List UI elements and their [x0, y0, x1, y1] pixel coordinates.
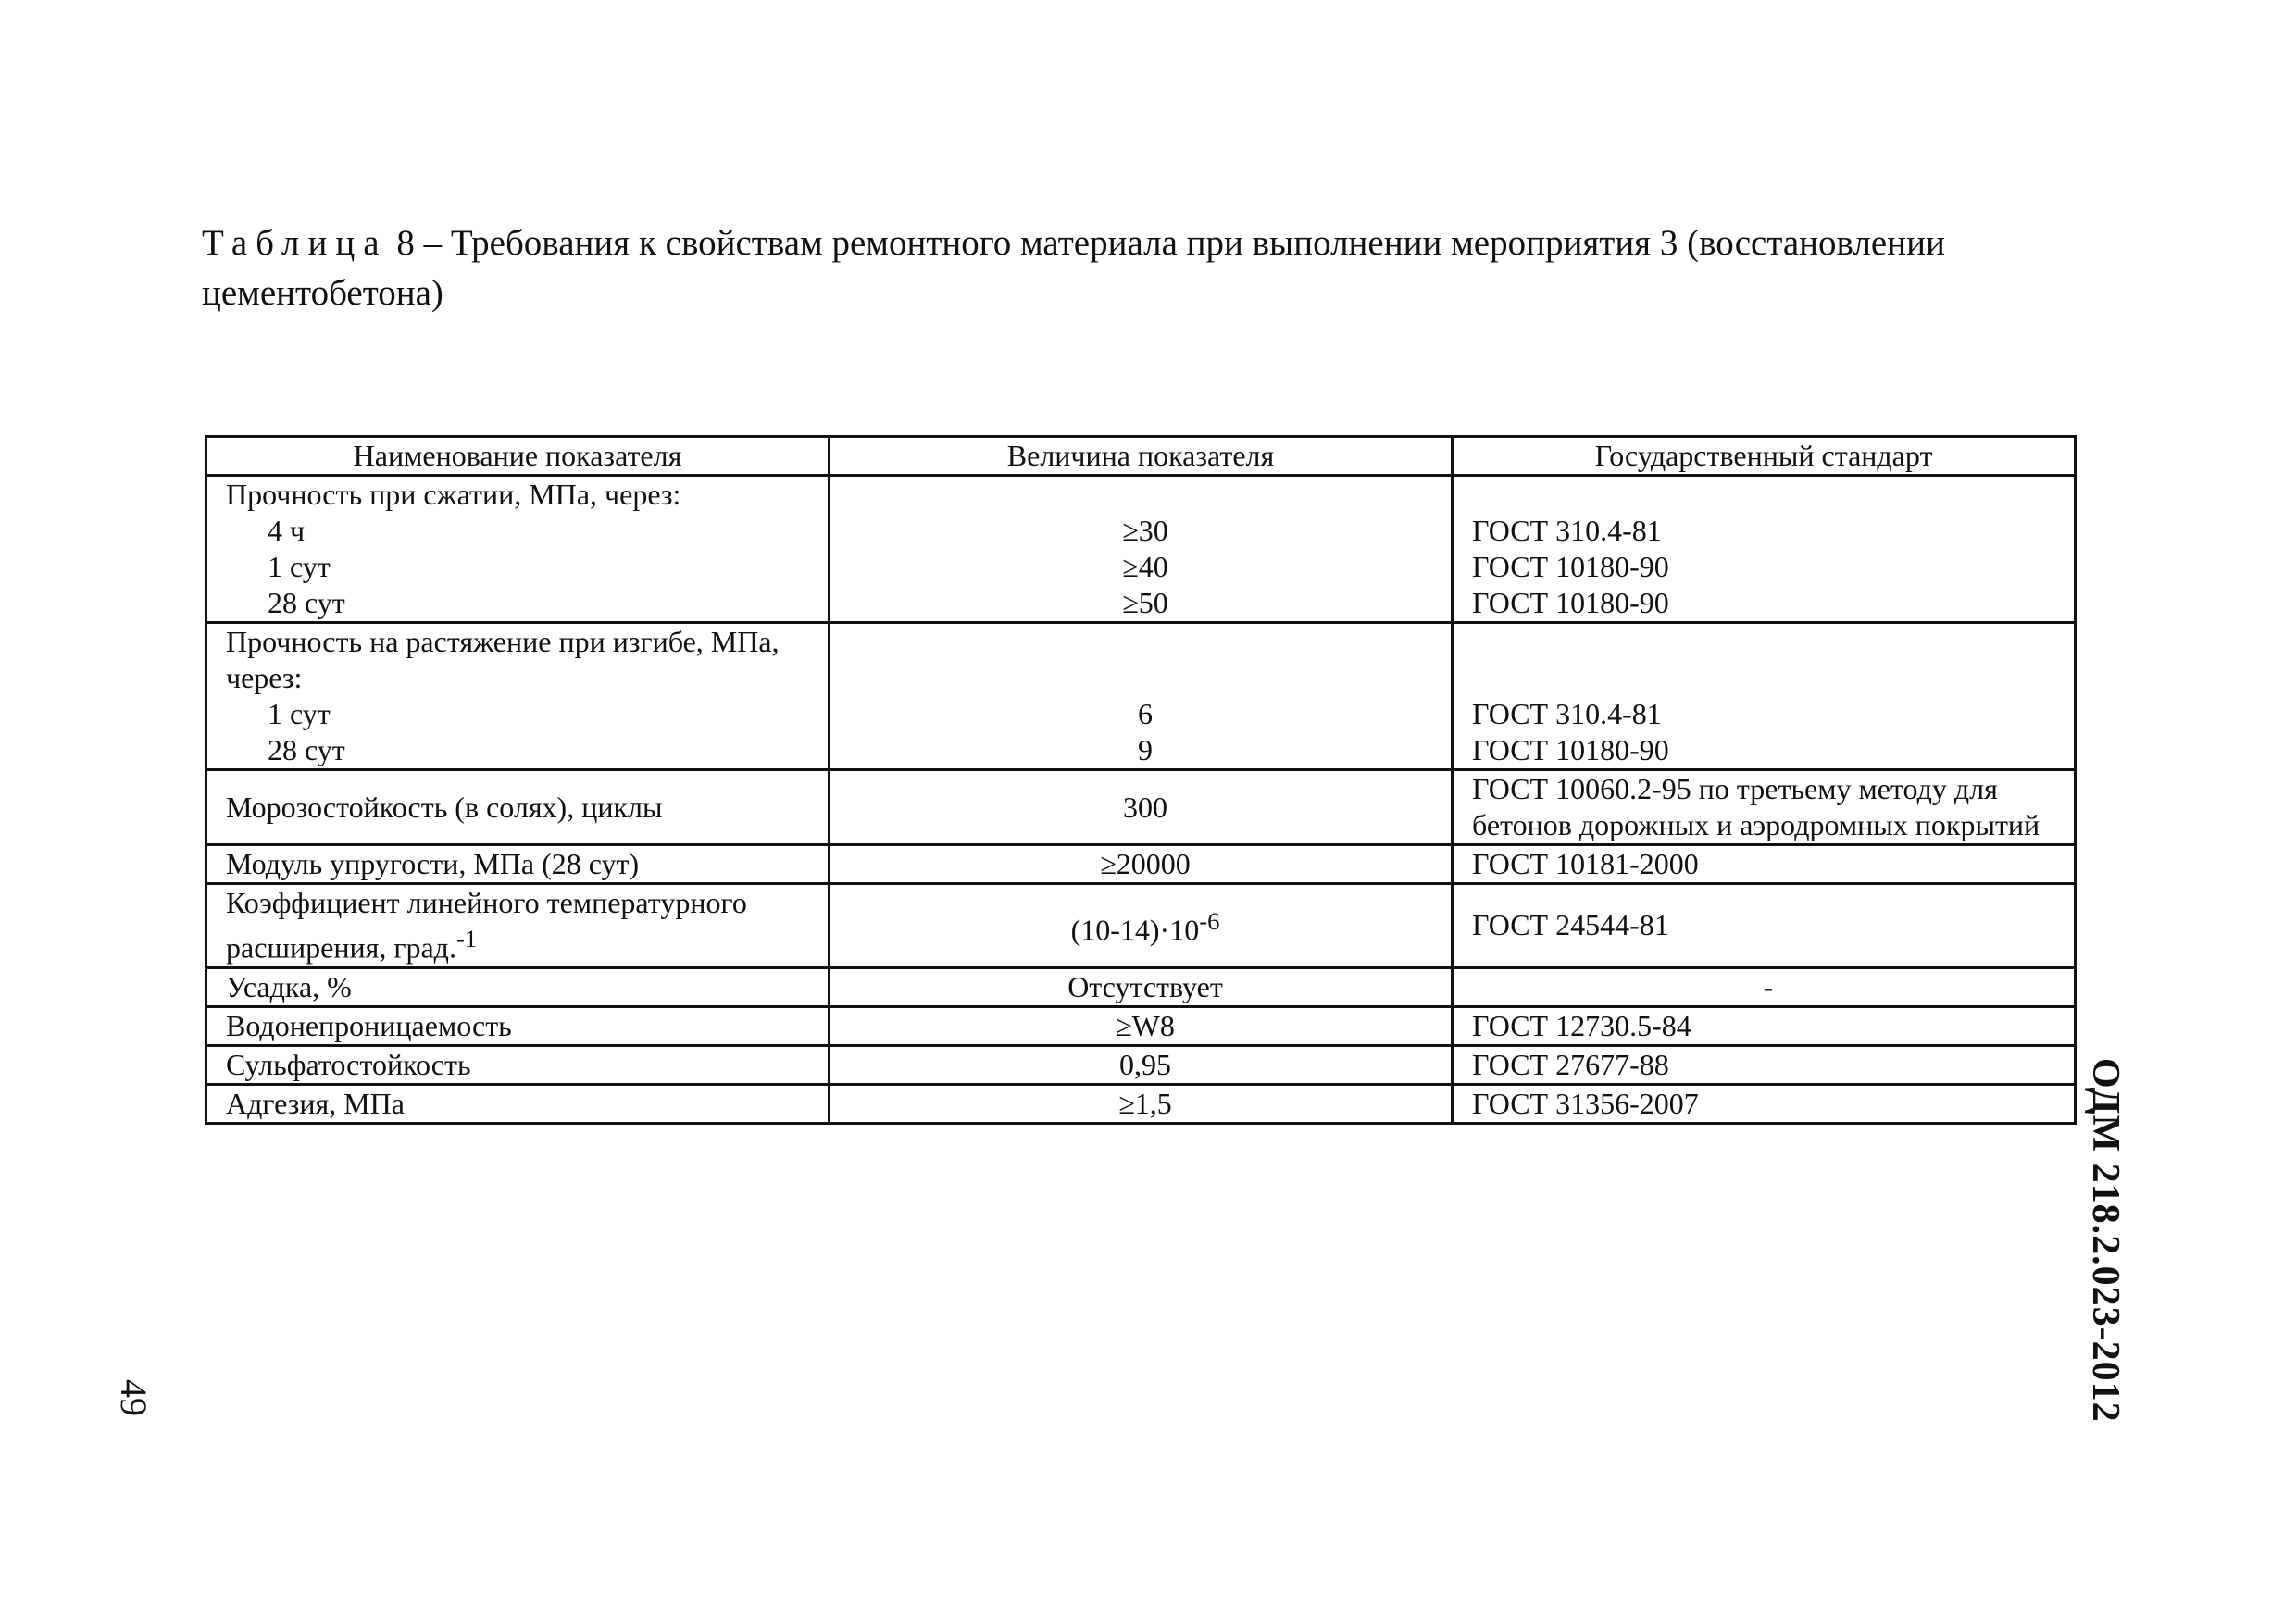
row-value [830, 884, 1453, 968]
row-standard: ГОСТ 24544-81 [1453, 884, 2076, 968]
row-value: 300 [830, 770, 1453, 845]
row-standard-line: ГОСТ 10180-90 [1472, 586, 1669, 619]
requirements-table [205, 435, 2077, 1125]
row-name: Усадка, % [206, 967, 830, 1006]
row-name: Водонепроницаемость [206, 1006, 830, 1045]
table-row [206, 476, 2076, 623]
table-row [206, 1084, 2076, 1123]
header-row [206, 437, 2076, 476]
row-name [206, 623, 830, 770]
row-standard-line [1472, 624, 2065, 660]
row-value: ≥W8 [830, 1006, 1453, 1045]
row-name [206, 884, 830, 968]
page-number: 49 [113, 1379, 155, 1416]
row-standard-line [1472, 477, 2065, 513]
table-row [206, 884, 2076, 968]
row-name-line: 1 сут [268, 550, 331, 583]
row-value-line: 6 [1138, 697, 1153, 730]
row-name: Модуль упругости, МПа (28 сут) [206, 845, 830, 884]
header-name: Наименование показателя [206, 437, 830, 476]
row-standard-line: ГОСТ 310.4-81 [1472, 697, 1662, 730]
row-name-line: 28 сут [268, 586, 345, 619]
row-name: Сульфатостойкость [206, 1045, 830, 1084]
row-name-line: 1 сут [268, 697, 331, 730]
document-code: ОДМ 218.2.023-2012 [2084, 1058, 2127, 1423]
row-standard-line [1472, 660, 2065, 696]
row-value-line [849, 477, 1441, 513]
row-name-text: Коэффициент линейного температурного расширения, град. [226, 886, 747, 965]
row-value-text: (10-14)·10 [1070, 913, 1200, 947]
row-name-sup: -1 [455, 925, 478, 953]
row-name-line: 28 сут [268, 733, 345, 766]
row-value [830, 476, 1453, 623]
row-value: ≥20000 [830, 845, 1453, 884]
row-name-line: Прочность на растяжение при изгибе, МПа, через: [226, 625, 780, 694]
row-value-line: 9 [1138, 733, 1153, 766]
row-name-line: Прочность при сжатии, МПа, через: [226, 478, 681, 511]
table-row [206, 770, 2076, 845]
row-standard: ГОСТ 12730.5-84 [1453, 1006, 2076, 1045]
row-standard [1453, 623, 2076, 770]
header-standard: Государственный стандарт [1453, 437, 2076, 476]
row-standard-line: ГОСТ 10180-90 [1472, 733, 1669, 766]
table-row [206, 1006, 2076, 1045]
row-value [830, 623, 1453, 770]
row-name: Адгезия, МПа [206, 1084, 830, 1123]
row-value-line [849, 624, 1441, 660]
table-row [206, 967, 2076, 1006]
row-standard: ГОСТ 27677-88 [1453, 1045, 2076, 1084]
row-value: Отсутствует [830, 967, 1453, 1006]
row-standard: ГОСТ 31356-2007 [1453, 1084, 2076, 1123]
row-value-sup: -6 [1199, 906, 1220, 935]
row-standard-line: ГОСТ 310.4-81 [1472, 514, 1662, 547]
row-value: ≥1,5 [830, 1084, 1453, 1123]
row-name [206, 476, 830, 623]
row-name: Морозостойкость (в солях), циклы [206, 770, 830, 845]
row-standard [1453, 476, 2076, 623]
row-value-line [849, 660, 1441, 696]
caption-label: Таблица [202, 223, 388, 263]
row-standard: ГОСТ 10060.2-95 по третьему методу для бетонов дорожных и аэродромных покрытий [1453, 770, 2076, 845]
caption-text: 8 – Требования к свойствам ремонтного материала при выполнении мероприятия 3 (восстановлении цементобетона) [202, 223, 1945, 313]
row-value-line: ≥30 [1122, 514, 1168, 547]
header-value: Величина показателя [830, 437, 1453, 476]
row-standard: - [1453, 967, 2076, 1006]
row-standard-line: ГОСТ 10180-90 [1472, 550, 1669, 583]
table-caption [202, 218, 2109, 318]
row-name-line: 4 ч [268, 514, 306, 547]
row-value: 0,95 [830, 1045, 1453, 1084]
row-standard: ГОСТ 10181-2000 [1453, 845, 2076, 884]
row-value-line: ≥40 [1122, 550, 1168, 583]
table-row [206, 1045, 2076, 1084]
table-row [206, 623, 2076, 770]
row-value-line: ≥50 [1122, 586, 1168, 619]
table-row [206, 845, 2076, 884]
